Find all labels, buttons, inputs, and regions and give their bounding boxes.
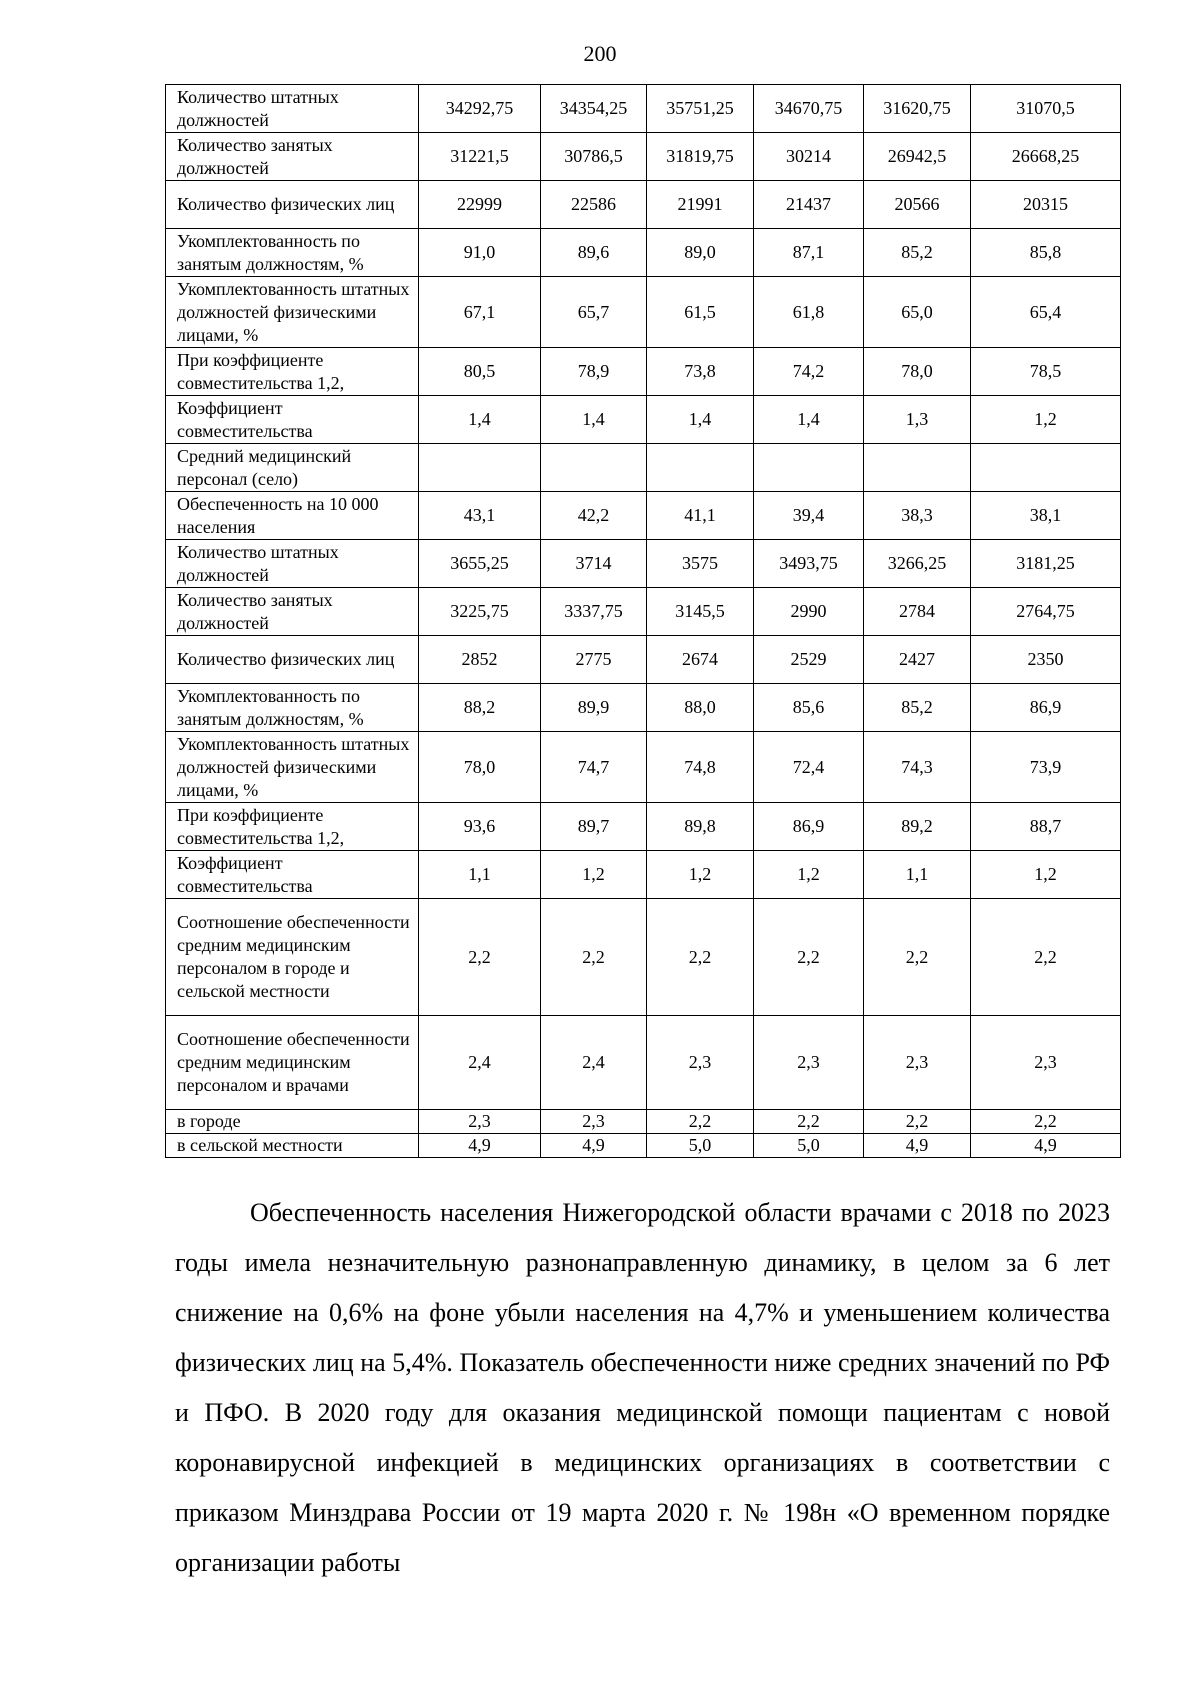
table-row (166, 1110, 1121, 1134)
table-cell: 2852 (419, 636, 541, 684)
row-label: Коэффициент совместительства (166, 396, 419, 444)
table-cell (541, 444, 647, 492)
table-cell: 3493,75 (754, 540, 864, 588)
table-cell: 2,3 (647, 1016, 754, 1110)
table-row (166, 1016, 1121, 1110)
table-cell: 2,2 (864, 1110, 971, 1134)
table-row (166, 732, 1121, 803)
table-cell: 74,3 (864, 732, 971, 803)
table-cell: 93,6 (419, 803, 541, 851)
table-cell: 3266,25 (864, 540, 971, 588)
table-cell: 20315 (971, 181, 1121, 229)
table-cell: 78,5 (971, 348, 1121, 396)
table-cell: 2,4 (419, 1016, 541, 1110)
row-label: Количество физических лиц (166, 181, 419, 229)
row-label: Соотношение обеспеченности средним медицинским персоналом в городе и сельской местности (166, 899, 419, 1016)
table-cell: 4,9 (541, 1134, 647, 1158)
table-cell: 1,2 (971, 851, 1121, 899)
table-cell: 3145,5 (647, 588, 754, 636)
table-cell: 31070,5 (971, 85, 1121, 133)
table-cell: 3337,75 (541, 588, 647, 636)
table-cell: 2,2 (419, 899, 541, 1016)
table-cell (864, 444, 971, 492)
table-cell: 4,9 (419, 1134, 541, 1158)
row-label: Укомплектованность по занятым должностям, % (166, 684, 419, 732)
table-cell: 65,0 (864, 277, 971, 348)
table-cell: 2350 (971, 636, 1121, 684)
table-cell: 2,3 (754, 1016, 864, 1110)
table-cell: 31221,5 (419, 133, 541, 181)
row-label: Укомплектованность штатных должностей физическими лицами, % (166, 732, 419, 803)
table-cell: 1,3 (864, 396, 971, 444)
table-cell (419, 444, 541, 492)
row-label: Соотношение обеспеченности средним медицинским персоналом и врачами (166, 1016, 419, 1110)
table-cell: 5,0 (647, 1134, 754, 1158)
table-cell: 85,2 (864, 229, 971, 277)
table-cell: 38,1 (971, 492, 1121, 540)
row-label: Количество занятых должностей (166, 133, 419, 181)
table-cell: 42,2 (541, 492, 647, 540)
table-cell: 41,1 (647, 492, 754, 540)
table-cell: 86,9 (971, 684, 1121, 732)
table-cell: 34292,75 (419, 85, 541, 133)
table-cell: 3655,25 (419, 540, 541, 588)
table-cell: 34354,25 (541, 85, 647, 133)
body-paragraph: Обеспеченность населения Нижегородской области врачами с 2018 по 2023 годы имела незначительную разнонаправленную динамику, в целом за 6 лет снижение на 0,6% на фоне убыли населения на 4,7% и уменьшением количества физических лиц на 5,4%. Показатель обеспеченности ниже средних значений по РФ и ПФО. В 2020 году для оказания медицинской помощи пациентам с новой коронавирусной инфекцией в медицинских организациях в соответствии с приказом Минздрава России от 19 марта 2020 г. № 198н «О временном порядке организации работы (175, 1198, 1110, 1577)
table-cell: 2,3 (541, 1110, 647, 1134)
table-cell: 73,9 (971, 732, 1121, 803)
table-cell: 74,8 (647, 732, 754, 803)
table-cell: 78,0 (864, 348, 971, 396)
table-row (166, 277, 1121, 348)
table-cell: 31620,75 (864, 85, 971, 133)
row-label: Средний медицинский персонал (село) (166, 444, 419, 492)
table-cell (971, 444, 1121, 492)
table-cell: 2,2 (754, 899, 864, 1016)
table-cell: 3714 (541, 540, 647, 588)
table-row (166, 899, 1121, 1016)
table-cell: 2674 (647, 636, 754, 684)
table-row (166, 444, 1121, 492)
table-cell: 20566 (864, 181, 971, 229)
table-cell: 3575 (647, 540, 754, 588)
table-cell: 86,9 (754, 803, 864, 851)
staffing-table (165, 84, 1121, 1158)
table-cell: 1,4 (419, 396, 541, 444)
table-cell: 72,4 (754, 732, 864, 803)
table-cell: 26668,25 (971, 133, 1121, 181)
table-cell: 2764,75 (971, 588, 1121, 636)
row-label: Количество штатных должностей (166, 85, 419, 133)
table-cell: 2,2 (754, 1110, 864, 1134)
table-cell: 2,2 (541, 899, 647, 1016)
table-cell: 89,7 (541, 803, 647, 851)
table-cell: 89,2 (864, 803, 971, 851)
table-cell: 89,6 (541, 229, 647, 277)
table-cell: 1,4 (647, 396, 754, 444)
table-cell: 3181,25 (971, 540, 1121, 588)
table-cell: 2,2 (864, 899, 971, 1016)
table-cell (647, 444, 754, 492)
table-row (166, 540, 1121, 588)
table-cell: 21437 (754, 181, 864, 229)
table-cell: 38,3 (864, 492, 971, 540)
row-label: Укомплектованность по занятым должностям, % (166, 229, 419, 277)
table-cell: 89,9 (541, 684, 647, 732)
table-cell: 4,9 (864, 1134, 971, 1158)
table-cell: 30786,5 (541, 133, 647, 181)
table-cell (754, 444, 864, 492)
table-cell: 22999 (419, 181, 541, 229)
table-row (166, 492, 1121, 540)
table-cell: 67,1 (419, 277, 541, 348)
table-cell: 2,2 (971, 1110, 1121, 1134)
table-cell: 2,3 (864, 1016, 971, 1110)
table-cell: 88,2 (419, 684, 541, 732)
table-cell: 2529 (754, 636, 864, 684)
table-cell: 2,3 (971, 1016, 1121, 1110)
table-row (166, 851, 1121, 899)
table-cell: 61,8 (754, 277, 864, 348)
table-cell: 1,2 (971, 396, 1121, 444)
table-cell: 85,6 (754, 684, 864, 732)
table-cell: 1,2 (541, 851, 647, 899)
row-label: Укомплектованность штатных должностей физическими лицами, % (166, 277, 419, 348)
table-cell: 1,1 (864, 851, 971, 899)
table-cell: 5,0 (754, 1134, 864, 1158)
table-cell: 2,2 (647, 899, 754, 1016)
table-row (166, 684, 1121, 732)
table-cell: 31819,75 (647, 133, 754, 181)
table-cell: 2990 (754, 588, 864, 636)
table-cell: 1,1 (419, 851, 541, 899)
table-row (166, 181, 1121, 229)
table-cell: 1,2 (754, 851, 864, 899)
table-cell: 26942,5 (864, 133, 971, 181)
table-cell: 85,2 (864, 684, 971, 732)
table-cell: 88,7 (971, 803, 1121, 851)
table-cell: 91,0 (419, 229, 541, 277)
table-cell: 2,2 (971, 899, 1121, 1016)
table-cell: 22586 (541, 181, 647, 229)
table-cell: 89,8 (647, 803, 754, 851)
row-label: Обеспеченность на 10 000 населения (166, 492, 419, 540)
table-row (166, 133, 1121, 181)
table-cell: 2784 (864, 588, 971, 636)
table-cell: 65,7 (541, 277, 647, 348)
table-cell: 61,5 (647, 277, 754, 348)
table-row (166, 396, 1121, 444)
row-label: в сельской местности (166, 1134, 419, 1158)
table-cell: 1,4 (541, 396, 647, 444)
table-cell: 2,2 (647, 1110, 754, 1134)
table-cell: 2775 (541, 636, 647, 684)
page-number: 200 (583, 41, 617, 66)
row-label: При коэффициенте совместительства 1,2, (166, 348, 419, 396)
table-cell: 74,2 (754, 348, 864, 396)
table-cell: 2427 (864, 636, 971, 684)
table-cell: 78,9 (541, 348, 647, 396)
table-cell: 2,3 (419, 1110, 541, 1134)
table-cell: 39,4 (754, 492, 864, 540)
row-label: Количество занятых должностей (166, 588, 419, 636)
table-row (166, 229, 1121, 277)
table-row (166, 1134, 1121, 1158)
table-cell: 34670,75 (754, 85, 864, 133)
table-row (166, 803, 1121, 851)
table-row (166, 348, 1121, 396)
table-cell: 43,1 (419, 492, 541, 540)
table-cell: 1,2 (647, 851, 754, 899)
table-cell: 3225,75 (419, 588, 541, 636)
table-cell: 89,0 (647, 229, 754, 277)
table-row (166, 588, 1121, 636)
table-cell: 2,4 (541, 1016, 647, 1110)
table-cell: 4,9 (971, 1134, 1121, 1158)
table-cell: 85,8 (971, 229, 1121, 277)
table-cell: 21991 (647, 181, 754, 229)
table-cell: 73,8 (647, 348, 754, 396)
row-label: в городе (166, 1110, 419, 1134)
table-row (166, 85, 1121, 133)
table-row (166, 636, 1121, 684)
table-cell: 80,5 (419, 348, 541, 396)
table-cell: 74,7 (541, 732, 647, 803)
row-label: При коэффициенте совместительства 1,2, (166, 803, 419, 851)
table-cell: 30214 (754, 133, 864, 181)
row-label: Количество штатных должностей (166, 540, 419, 588)
table-cell: 88,0 (647, 684, 754, 732)
row-label: Количество физических лиц (166, 636, 419, 684)
table-cell: 87,1 (754, 229, 864, 277)
table-cell: 35751,25 (647, 85, 754, 133)
table-cell: 65,4 (971, 277, 1121, 348)
table-cell: 1,4 (754, 396, 864, 444)
table-cell: 78,0 (419, 732, 541, 803)
row-label: Коэффициент совместительства (166, 851, 419, 899)
